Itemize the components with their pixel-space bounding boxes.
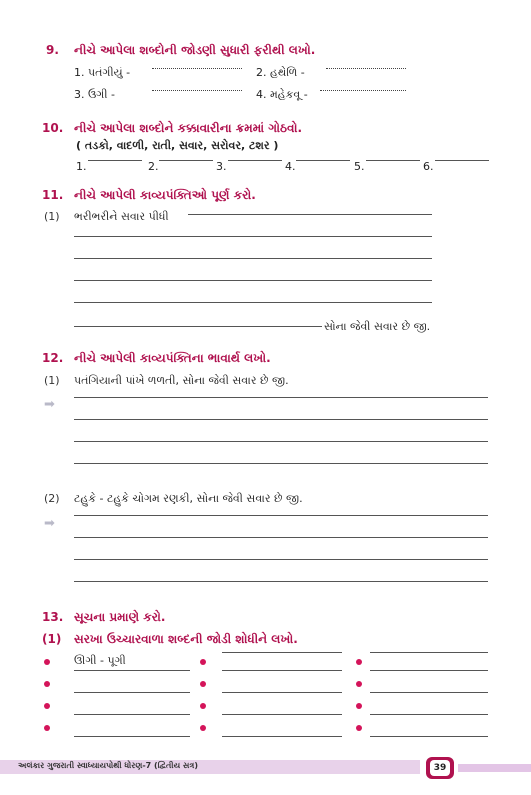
q13-line-1-3a[interactable]: [370, 652, 488, 653]
q10-blank-label-4: 4.: [285, 160, 296, 173]
q9-title: નીચે આપેલા શબ્દોની જોડણી સુધારી ફરીથી લખો.: [74, 43, 316, 57]
q13-number: 13.: [42, 610, 64, 624]
bullet-icon: [200, 681, 206, 687]
q9-item-4: 4. મહેકવૂ -: [256, 88, 308, 101]
q9-blank-1[interactable]: [152, 68, 242, 69]
q13-line-4-3[interactable]: [370, 736, 488, 737]
q13-line-1-1[interactable]: [74, 670, 190, 671]
q13-line-3-3[interactable]: [370, 714, 488, 715]
q11-title: નીચે આપેલી કાવ્યપંક્તિઓ પૂર્ણ કરો.: [74, 188, 256, 202]
q11-line-1[interactable]: [188, 214, 432, 215]
q10-blank-label-1: 1.: [76, 160, 87, 173]
q10-blank-3[interactable]: [228, 160, 282, 161]
bullet-icon: [44, 703, 50, 709]
q11-start: ભરીભરીને સવાર પીધી: [74, 210, 169, 223]
q9-item-2: 2. હથેળિ -: [256, 66, 305, 79]
arrow-right-icon: ➡: [44, 397, 55, 412]
bullet-icon: [44, 681, 50, 687]
q9-number: 9.: [46, 43, 59, 57]
footer-bar-right: [458, 764, 531, 772]
q11-end: સોના જેવી સવાર છે જી.: [324, 320, 431, 333]
q13-subtitle: સરખા ઉચ્ચારવાળા શબ્દની જોડી શોધીને લખો.: [74, 632, 298, 646]
q13-example: ઊગી - પૂગી: [74, 654, 126, 667]
bullet-icon: [200, 703, 206, 709]
bullet-icon: [200, 659, 206, 665]
q11-line-2[interactable]: [74, 236, 432, 237]
bullet-icon: [356, 703, 362, 709]
q13-line-1-3b[interactable]: [370, 670, 488, 671]
q9-blank-3[interactable]: [152, 90, 242, 91]
q10-number: 10.: [42, 121, 64, 135]
q10-blank-2[interactable]: [159, 160, 213, 161]
q10-blank-5[interactable]: [366, 160, 420, 161]
q9-blank-2[interactable]: [326, 68, 406, 69]
q11-line-6[interactable]: [74, 326, 322, 327]
q10-blank-1[interactable]: [88, 160, 142, 161]
q11-number: 11.: [42, 188, 64, 202]
q10-title: નીચે આપેલા શબ્દોને કક્કાવારીના ક્રમમાં ગોઠવો.: [74, 121, 303, 135]
q12-number: 12.: [42, 351, 64, 365]
q13-sub: (1): [42, 632, 62, 646]
q11-line-3[interactable]: [74, 258, 432, 259]
q11-line-5[interactable]: [74, 302, 432, 303]
q9-item-1: 1. પતંગીયું -: [74, 66, 131, 79]
q12-answer-2-line-2[interactable]: [74, 537, 488, 538]
q10-blank-6[interactable]: [435, 160, 489, 161]
q10-blank-4[interactable]: [296, 160, 350, 161]
q13-line-1-2a[interactable]: [222, 652, 342, 653]
q12-answer-1-line-2[interactable]: [74, 419, 488, 420]
bullet-icon: [44, 659, 50, 665]
q10-blank-label-3: 3.: [216, 160, 227, 173]
bullet-icon: [356, 725, 362, 731]
q11-line-4[interactable]: [74, 280, 432, 281]
q9-item-3: 3. ઉગી -: [74, 88, 115, 101]
q12-answer-2-line-4[interactable]: [74, 581, 488, 582]
q13-line-2-3[interactable]: [370, 692, 488, 693]
q13-line-3-2[interactable]: [222, 714, 342, 715]
q10-words: ( તડકો, વાદળી, રાતી, સવાર, સરોવર, ટશર ): [76, 139, 279, 152]
q12-sub-1: (1): [44, 374, 60, 387]
bullet-icon: [356, 681, 362, 687]
q12-text-2: ટહુકે - ટહુકે ચોગમ રણકી, સોના જેવી સવાર છે જી.: [74, 492, 303, 505]
q12-answer-1-line-1[interactable]: [74, 397, 488, 398]
q12-answer-2-line-1[interactable]: [74, 515, 488, 516]
bullet-icon: [200, 725, 206, 731]
q10-blank-label-6: 6.: [423, 160, 434, 173]
q10-blank-label-2: 2.: [148, 160, 159, 173]
bullet-icon: [44, 725, 50, 731]
q12-answer-1-line-4[interactable]: [74, 463, 488, 464]
q13-line-2-2[interactable]: [222, 692, 342, 693]
q13-title: સૂચના પ્રમાણે કરો.: [74, 610, 166, 624]
q9-blank-4[interactable]: [320, 90, 406, 91]
q13-line-1-2b[interactable]: [222, 670, 342, 671]
page-number: 39: [430, 760, 450, 776]
q13-line-4-2[interactable]: [222, 736, 342, 737]
q13-line-2-1[interactable]: [74, 692, 190, 693]
bullet-icon: [356, 659, 362, 665]
q12-answer-1-line-3[interactable]: [74, 441, 488, 442]
q12-answer-2-line-3[interactable]: [74, 559, 488, 560]
q13-line-4-1[interactable]: [74, 736, 190, 737]
q11-sub: (1): [44, 210, 60, 223]
q12-text-1: પતંગિયાની પાંખે ળળતી, સોના જેવી સવાર છે જી.: [74, 374, 289, 387]
footer-text: અલંકાર ગુજરાતી સ્વાધ્યાયપોથી ધોરણ-7 (દ્વિતીય સત્ર): [18, 761, 198, 770]
q12-sub-2: (2): [44, 492, 60, 505]
q12-title: નીચે આપેલી કાવ્યપંક્તિના ભાવાર્થ લખો.: [74, 351, 271, 365]
q10-blank-label-5: 5.: [354, 160, 365, 173]
arrow-right-icon: ➡: [44, 516, 55, 531]
q13-line-3-1[interactable]: [74, 714, 190, 715]
